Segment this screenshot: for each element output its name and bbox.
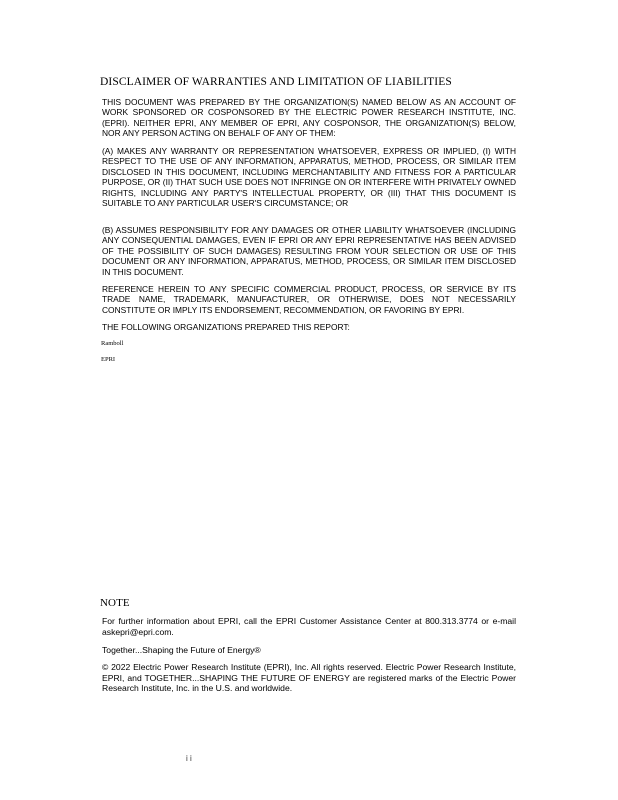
page-number: i i <box>186 754 192 763</box>
disclaimer-intro: THIS DOCUMENT WAS PREPARED BY THE ORGANIZATION(S) NAMED BELOW AS AN ACCOUNT OF WORK SPONSORED OR COSPONSORED BY THE ELECTRIC POWER RESEARCH INSTITUTE, INC. (EPRI). NEITHER EPRI, ANY MEMBER OF EPRI, ANY COSPONSOR, THE ORGANIZATION(S) BELOW, NOR ANY PERSON ACTING ON BEHALF OF ANY OF THEM: <box>102 97 516 139</box>
note-copyright: © 2022 Electric Power Research Institute (EPRI), Inc. All rights reserved. Electric Power Research Institute, EPRI, and TOGETHER...SHAPING THE FUTURE OF ENERGY are registered marks of the Electric Power Research Institute, Inc. in the U.S. and worldwide. <box>102 662 516 694</box>
prepared-by-heading: THE FOLLOWING ORGANIZATIONS PREPARED THIS REPORT: <box>102 322 350 332</box>
organization-ramboll: Ramboll <box>101 340 124 347</box>
note-title: NOTE <box>100 597 130 609</box>
disclaimer-title: DISCLAIMER OF WARRANTIES AND LIMITATION OF LIABILITIES <box>100 76 452 88</box>
note-contact: For further information about EPRI, call the EPRI Customer Assistance Center at 800.313.3774 or e-mail askepri@epri.com. <box>102 616 516 637</box>
disclaimer-clause-a: (A) MAKES ANY WARRANTY OR REPRESENTATION WHATSOEVER, EXPRESS OR IMPLIED, (I) WITH RESPECT TO THE USE OF ANY INFORMATION, APPARATUS, METHOD, PROCESS, OR SIMILAR ITEM DISCLOSED IN THIS DOCUMENT, INCLUDING MERCHANTABILITY AND FITNESS FOR A PARTICULAR PURPOSE, OR (II) THAT SUCH USE DOES NOT INFRINGE ON OR INTERFERE WITH PRIVATELY OWNED RIGHTS, INCLUDING ANY PARTY'S INTELLECTUAL PROPERTY, OR (III) THAT THIS DOCUMENT IS SUITABLE TO ANY PARTICULAR USER'S CIRCUMSTANCE; OR <box>102 146 516 209</box>
note-tagline: Together...Shaping the Future of Energy® <box>102 645 261 655</box>
disclaimer-reference: REFERENCE HEREIN TO ANY SPECIFIC COMMERCIAL PRODUCT, PROCESS, OR SERVICE BY ITS TRADE NAME, TRADEMARK, MANUFACTURER, OR OTHERWISE, DOES NOT NECESSARILY CONSTITUTE OR IMPLY ITS ENDORSEMENT, RECOMMENDATION, OR FAVORING BY EPRI. <box>102 284 516 315</box>
disclaimer-clause-b: (B) ASSUMES RESPONSIBILITY FOR ANY DAMAGES OR OTHER LIABILITY WHATSOEVER (INCLUDING ANY CONSEQUENTIAL DAMAGES, EVEN IF EPRI OR ANY EPRI REPRESENTATIVE HAS BEEN ADVISED OF THE POSSIBILITY OF SUCH DAMAGES) RESULTING FROM YOUR SELECTION OR USE OF THIS DOCUMENT OR ANY INFORMATION, APPARATUS, METHOD, PROCESS, OR SIMILAR ITEM DISCLOSED IN THIS DOCUMENT. <box>102 225 516 277</box>
organization-epri: EPRI <box>101 356 116 363</box>
